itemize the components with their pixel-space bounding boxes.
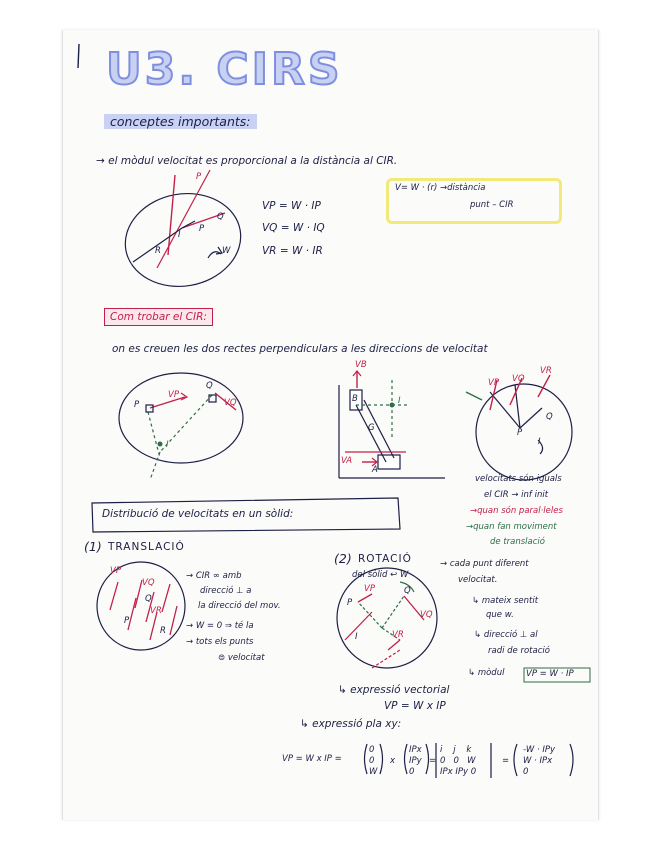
d4-vp-label: VP — [488, 378, 499, 388]
ladder-mechanism-figure — [339, 371, 445, 478]
formula-vp: VP = W · IP — [262, 200, 321, 212]
rot-vq-label: VQ — [420, 610, 433, 620]
parallel-note-2: el CIR → inf init — [484, 490, 549, 500]
d3-va-label: VA — [341, 456, 353, 466]
rot-vr-label: VR — [392, 630, 404, 640]
rot-note-8: VP = W · IP — [526, 669, 574, 679]
rot-note-1: → cada punt diferent — [440, 559, 529, 569]
d2-i-label: I — [166, 440, 169, 450]
section-heading: conceptes importants: — [104, 114, 257, 129]
rot-note-3: ↳ mateix sentit — [472, 596, 539, 606]
tr-vq-label: VQ — [142, 578, 155, 588]
tr-note-4: → W = 0 ⇒ té la — [186, 621, 254, 631]
d3-b-label: B — [352, 394, 358, 404]
distribution-heading: Distribució de velocitats en un sòlid: — [102, 508, 294, 520]
rot-note-6: radi de rotació — [488, 646, 550, 656]
point-label-top: P — [196, 172, 202, 182]
xy-lhs: VP = W x IP = — [282, 754, 342, 764]
d2-p-label: P — [134, 400, 140, 410]
tr-vr-label: VR — [150, 606, 162, 616]
intro-line: → el mòdul velocitat es proporcional a la distància al CIR. — [96, 155, 398, 167]
find-cir-figure — [119, 373, 243, 480]
d2-vq-label: VQ — [224, 398, 237, 408]
rot-q-label: Q — [404, 586, 411, 596]
tr-note-3: la direcció del mov. — [198, 601, 281, 611]
find-cir-text: on es creuen les dos rectes perpendiculars a les direccions de velocitat — [112, 343, 488, 355]
find-cir-heading: Com trobar el CIR: — [104, 311, 213, 323]
d4-p-label: P — [517, 428, 523, 438]
rotation-heading: ROTACIÓ — [358, 553, 412, 565]
tr-note-6: ⊜ velocitat — [218, 653, 265, 663]
determinant — [440, 745, 476, 778]
vector-expression-formula: VP = W x IP — [384, 700, 446, 712]
rot-note-2: velocitat. — [458, 575, 498, 585]
det-row-3: IPx IPy 0 — [440, 767, 477, 777]
d4-vr-label: VR — [540, 366, 552, 376]
det-row-2: 0 0 W — [440, 756, 476, 766]
tr-note-1: → CIR ∞ amb — [186, 571, 242, 581]
formula-vq: VQ = W · IQ — [262, 222, 325, 234]
tr-note-5: → tots els punts — [186, 637, 254, 647]
translation-heading: TRANSLACIÓ — [108, 541, 185, 553]
xy-expression-label: ↳ expressió pla xy: — [300, 718, 402, 730]
tr-r-label: R — [160, 626, 166, 636]
point-label-p: P — [199, 224, 205, 234]
rotation-number: (2) — [334, 551, 352, 566]
equals-sign-2: = — [502, 756, 510, 766]
parallel-note-5: de translació — [490, 537, 545, 547]
parallel-note-3: →quan són paral·leles — [470, 506, 563, 516]
formula-vr: VR = W · IR — [262, 245, 323, 257]
page-title: U3. CIRS — [106, 44, 343, 95]
rot-i-label: I — [355, 632, 358, 642]
parallel-note-1: velocitats són iguals — [475, 474, 562, 484]
d3-a-label: A — [372, 465, 378, 475]
rot-note-4: que w. — [486, 610, 514, 620]
d2-vp-label: VP — [168, 390, 179, 400]
vec-ip: IPx IPy 0 — [409, 745, 422, 777]
rot-vp-label: VP — [364, 584, 375, 594]
parallel-note-4: →quan fan moviment — [466, 522, 557, 532]
rot-p-label: P — [347, 598, 353, 608]
rot-note-5: ↳ direcció ⊥ al — [474, 630, 538, 640]
d2-q-label: Q — [206, 381, 213, 391]
omega-label: W — [222, 246, 231, 256]
vec-w: 0 0 W — [369, 745, 378, 777]
tr-note-2: direcció ⊥ a — [200, 586, 252, 596]
d4-vq-label: VQ — [512, 374, 525, 384]
rot-note-7: ↳ mòdul — [468, 668, 505, 678]
equals-sign-1: = — [429, 756, 437, 766]
point-label-i: I — [178, 230, 181, 240]
yellow-box-formula: V= W · (r) →distància — [395, 183, 486, 193]
det-row-1: i j k — [440, 745, 472, 755]
rotation-subtitle: del sòlid ↩ W — [352, 570, 409, 580]
tr-p-label: P — [124, 616, 130, 626]
d3-i-label: I — [398, 396, 401, 406]
point-label-q: Q — [217, 212, 224, 222]
cir-body-figure — [118, 170, 248, 295]
margin-mark — [78, 44, 79, 68]
translation-number: (1) — [84, 539, 102, 554]
vector-expression-label: ↳ expressió vectorial — [338, 684, 450, 696]
times-sign: x — [390, 756, 396, 766]
d3-vb-label: VB — [355, 360, 367, 370]
result-vector: -W · IPy W · IPx 0 — [523, 745, 556, 777]
d4-q-label: Q — [546, 412, 553, 422]
tr-q-label: Q — [145, 594, 152, 604]
point-label-r: R — [155, 246, 161, 256]
tr-vp-label: VP — [110, 566, 121, 576]
yellow-box-note: punt – CIR — [470, 200, 514, 210]
d3-g-label: G — [368, 423, 375, 433]
d4-i-label: I — [538, 437, 541, 447]
